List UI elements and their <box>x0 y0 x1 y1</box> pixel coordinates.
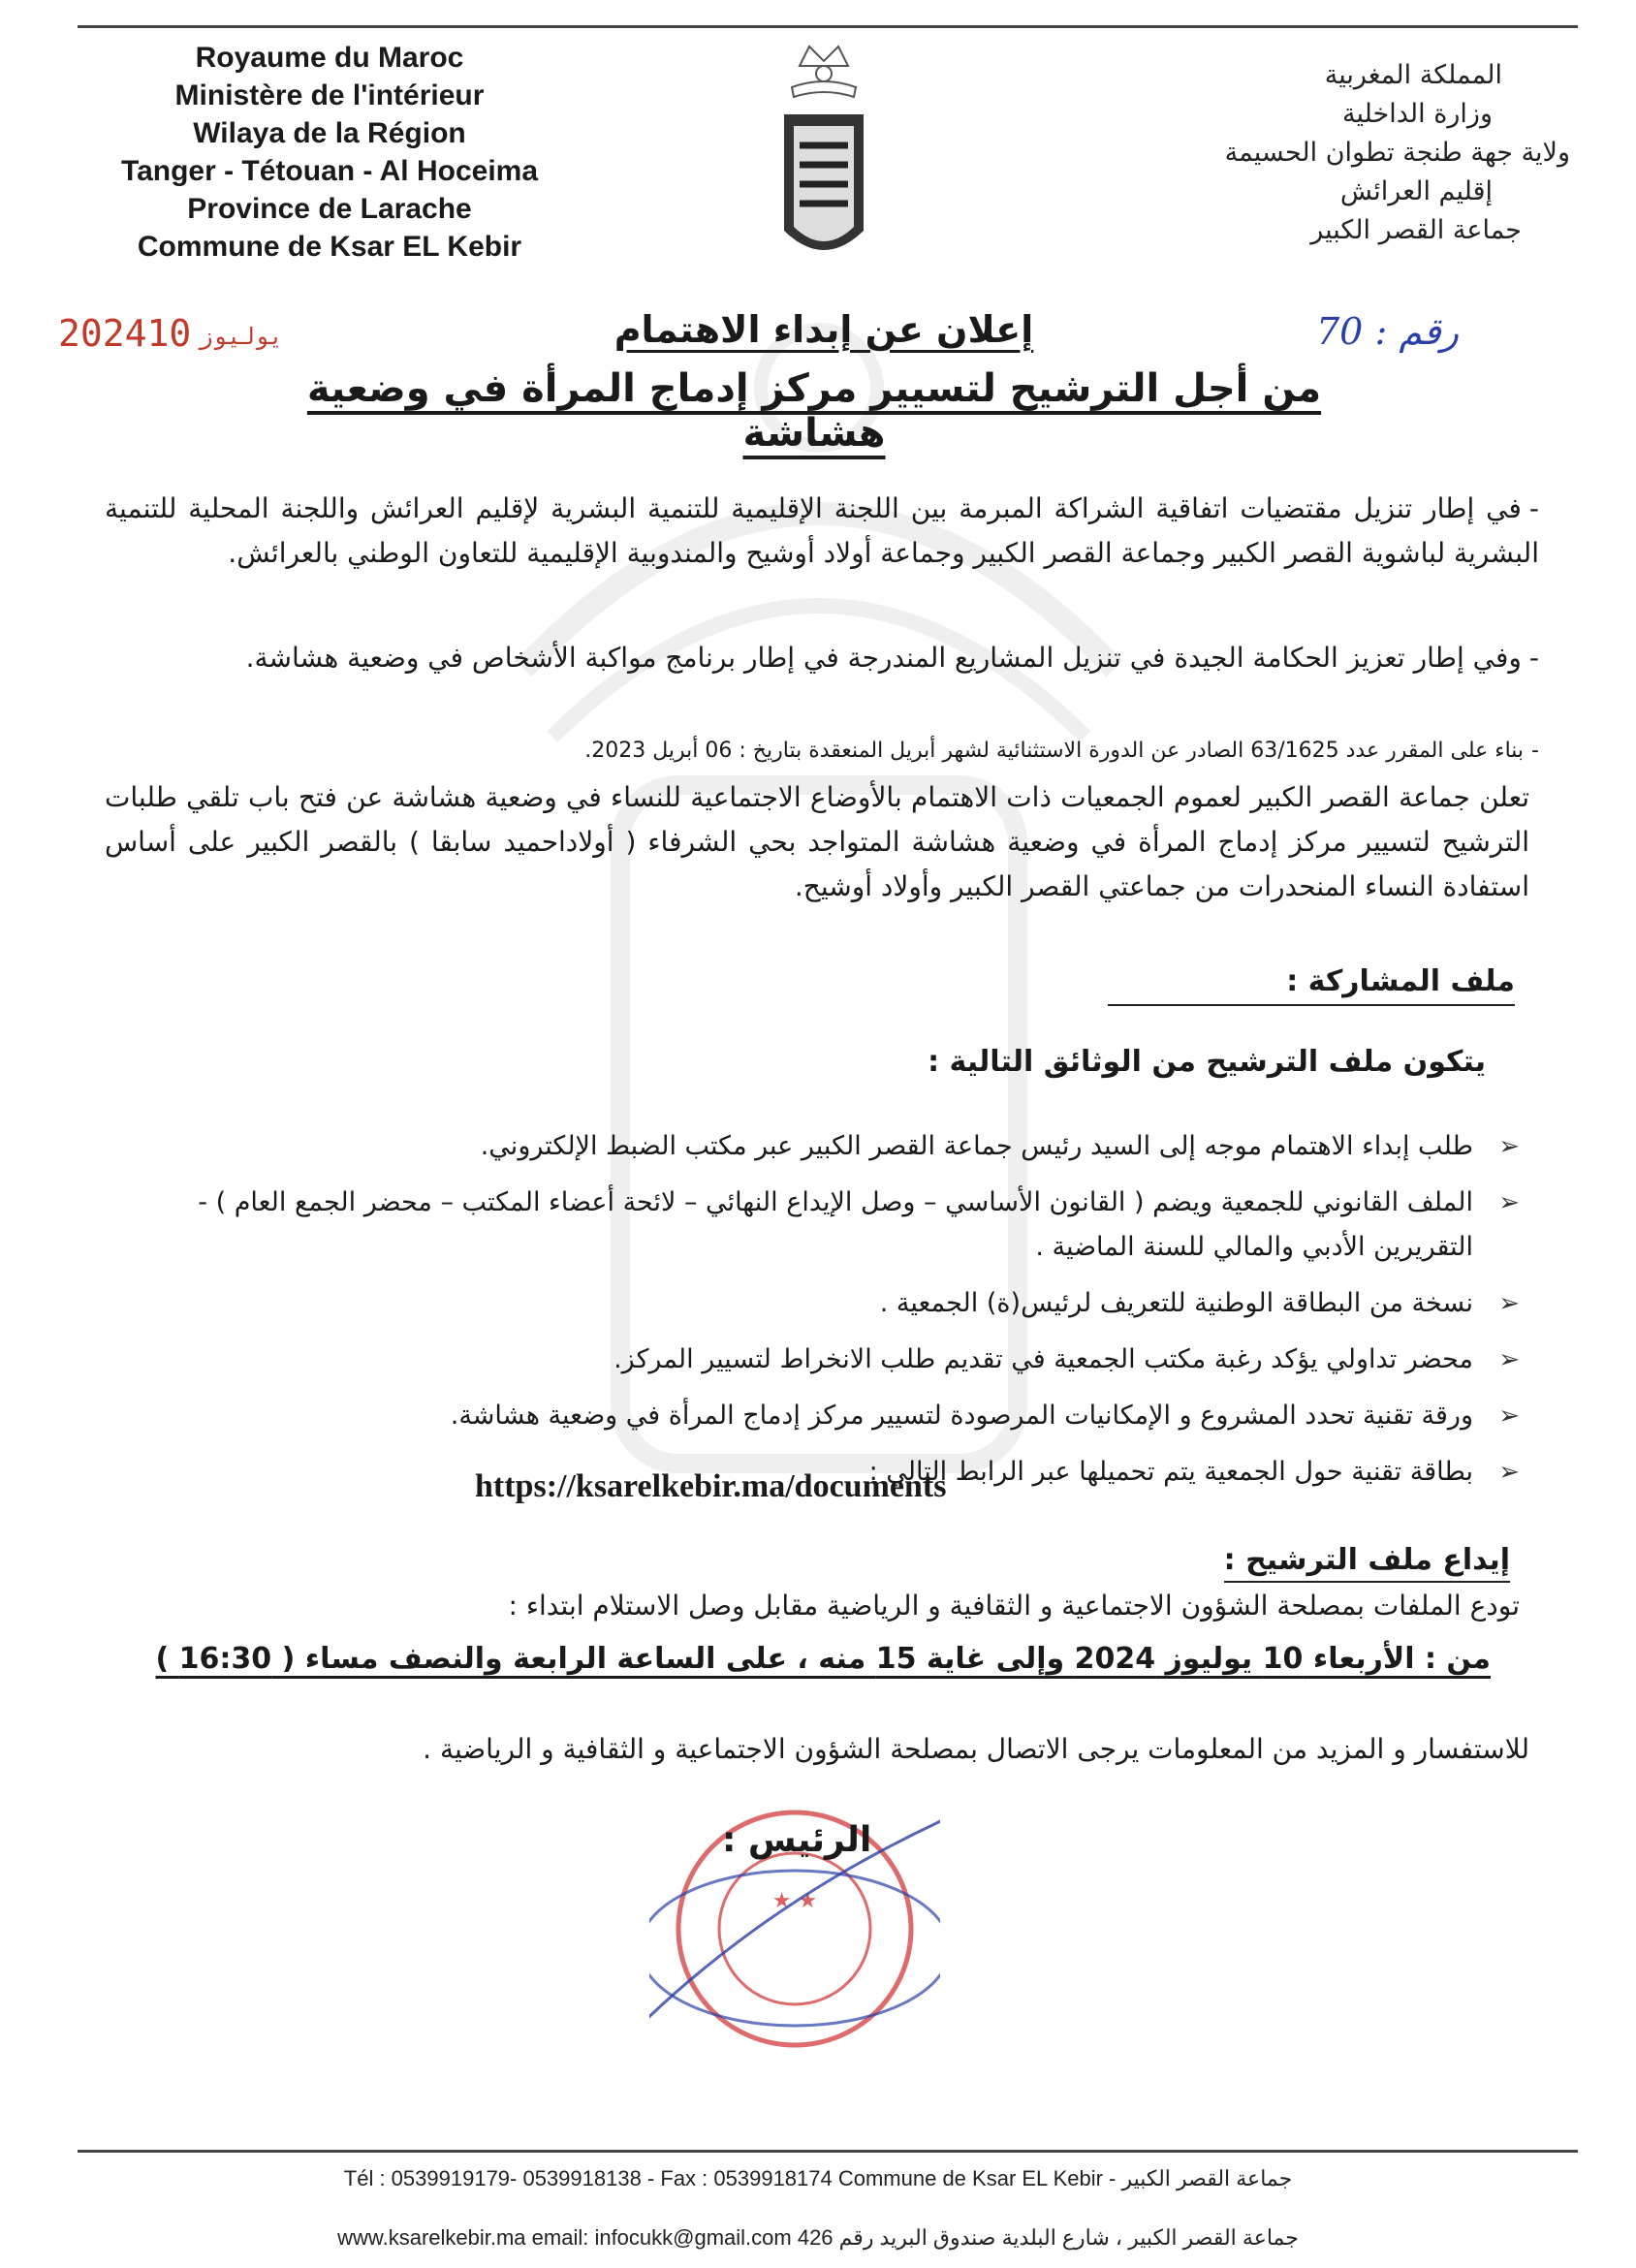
header-fr-line: Commune de Ksar EL Kebir <box>137 231 522 263</box>
date-stamp-year: 2024 <box>58 312 147 355</box>
list-item-text: نسخة من البطاقة الوطنية للتعريف لرئيس(ة) الجمعية . <box>879 1288 1473 1318</box>
list-item-text: ورقة تقنية تحدد المشروع و الإمكانيات المرصودة لتسيير مركز إدماج المرأة في وضعية هشاشة. <box>450 1401 1473 1431</box>
top-rule <box>78 25 1578 28</box>
header-fr-line: Wilaya de la Région <box>193 117 466 149</box>
arrow-bullet-icon: ➢ <box>1498 1345 1520 1374</box>
intro-paragraph-3-text: بناء على المقرر عدد 63/1625 الصادر عن الدورة الاستثنائية لشهر أبريل المنعقدة بتاريخ : 06 أبريل 2023. <box>584 739 1525 763</box>
header-ar-line: المملكة المغربية <box>1324 60 1502 90</box>
date-stamp-month: يوليوز <box>199 322 283 350</box>
svg-text:★ ★: ★ ★ <box>771 1889 818 1913</box>
documents-intro: يتكون ملف الترشيح من الوثائق التالية : <box>928 1045 1486 1079</box>
announcement-paragraph: تعلن جماعة القصر الكبير لعموم الجمعيات ذات الاهتمام بالأوضاع الاجتماعية للنساء في وضعية هشاشة عن فتح باب تلقي طلبات الترشيح لتسيير مركز إدماج المرأة في وضعية هشاشة المتواجد بحي الشرفاء ( أولاداحميد سابقا ) بالقصر الكبير على أساس استفادة النساء المنحدرات من جماعتي القصر الكبير وأولاد أوشيح. <box>105 781 1529 902</box>
list-item <box>143 1394 1520 1438</box>
arrow-bullet-icon: ➢ <box>1498 1402 1520 1431</box>
list-item <box>143 1181 1520 1270</box>
president-title: الرئيس : <box>722 1820 872 1860</box>
page-title: إعلان عن إبداء الاهتمام <box>614 308 1034 351</box>
list-item <box>143 1281 1520 1326</box>
footer-address: www.ksarelkebir.ma email: infocukk@gmail.com 426 جماعة القصر الكبير ، شارع البلدية صندوق البريد رقم <box>337 2225 1299 2250</box>
list-item-text: الملف القانوني للجمعية ويضم ( القانون الأساسي – وصل الإيداع النهائي – لائحة أعضاء المكتب – محضر الجمع العام ) - التقريرين الأدبي والمالي للسنة الماضية . <box>198 1187 1473 1262</box>
arrow-bullet-icon: ➢ <box>1498 1289 1520 1318</box>
intro-paragraph-2-text: وفي إطار تعزيز الحكامة الجيدة في تنزيل المشاريع المندرجة في إطار برنامج مواكبة الأشخاص في وضعية هشاشة. <box>245 642 1522 674</box>
reference-number: رقم : 70 <box>1316 310 1460 353</box>
page-subtitle: من أجل الترشيح لتسيير مركز إدماج المرأة في وضعية هشاشة <box>306 366 1322 456</box>
list-item <box>143 1124 1520 1169</box>
header-ar <box>1066 56 1570 250</box>
documents-link[interactable]: https://ksarelkebir.ma/documents <box>475 1468 947 1504</box>
header-ar-line: وزارة الداخلية <box>1342 99 1493 129</box>
list-item-text: محضر تداولي يؤكد رغبة مكتب الجمعية في تقديم طلب الانخراط لتسيير المركز. <box>614 1344 1473 1374</box>
participation-heading: ملف المشاركة : <box>1108 964 1515 1006</box>
list-item-text: بطاقة تقنية حول الجمعية يتم تحميلها عبر الرابط التالي : <box>868 1457 1473 1487</box>
moroccan-crest-icon <box>771 37 877 269</box>
deposit-text: تودع الملفات بمصلحة الشؤون الاجتماعية و الثقافية و الرياضية مقابل وصل الاستلام ابتداء : <box>508 1590 1520 1622</box>
footer-contact: Tél : 0539919179- 0539918138 - Fax : 0539918174 Commune de Ksar EL Kebir - جماعة القصر الكبير <box>343 2166 1293 2190</box>
header-fr-line: Tanger - Tétouan - Al Hoceima <box>120 155 539 187</box>
header-fr <box>39 39 620 266</box>
header-ar-line: إقليم العرائش <box>1339 176 1493 206</box>
arrow-bullet-icon: ➢ <box>1498 1188 1520 1217</box>
list-item <box>143 1338 1520 1382</box>
documents-list <box>143 1124 1520 1506</box>
arrow-bullet-icon: ➢ <box>1498 1132 1520 1161</box>
deposit-heading: إيداع ملف الترشيح : <box>1224 1543 1510 1583</box>
header-fr-line: Ministère de l'intérieur <box>174 79 485 111</box>
arrow-bullet-icon: ➢ <box>1498 1458 1520 1487</box>
date-stamp <box>58 312 291 355</box>
intro-paragraph-2: -وفي إطار تعزيز الحكامة الجيدة في تنزيل المشاريع المندرجة في إطار برنامج مواكبة الأشخاص في وضعية هشاشة. <box>245 642 1539 674</box>
header-fr-line: Province de Larache <box>187 193 472 225</box>
date-stamp-day: 10 <box>146 312 192 355</box>
intro-paragraph-1-text: في إطار تنزيل مقتضيات اتفاقية الشراكة المبرمة بين اللجنة الإقليمية للتنمية البشرية لإقليم العرائش واللجنة المحلية للتنمية البشرية لباشوية القصر الكبير وجماعة القصر الكبير وجماعة أولاد أوشيح والمندوبية الإقليمية للتعاون الوطني بالعرائش. <box>105 492 1539 569</box>
list-item-text: طلب إبداء الاهتمام موجه إلى السيد رئيس جماعة القصر الكبير عبر مكتب الضبط الإلكتروني. <box>480 1131 1473 1161</box>
inquiry-text: للاستفسار و المزيد من المعلومات يرجى الاتصال بمصلحة الشؤون الاجتماعية و الثقافية و الرياضية . <box>423 1733 1529 1765</box>
intro-paragraph-3: -بناء على المقرر عدد 63/1625 الصادر عن الدورة الاستثنائية لشهر أبريل المنعقدة بتاريخ : 06 أبريل 2023. <box>584 739 1539 763</box>
header-ar-line: ولاية جهة طنجة تطوان الحسيمة <box>1224 138 1570 168</box>
header-ar-line: جماعة القصر الكبير <box>1310 215 1522 245</box>
intro-paragraph-1: -في إطار تنزيل مقتضيات اتفاقية الشراكة المبرمة بين اللجنة الإقليمية للتنمية البشرية لإقليم العرائش واللجنة المحلية للتنمية البشرية لباشوية القصر الكبير وجماعة القصر الكبير وجماعة أولاد أوشيح والمندوبية الإقليمية للتعاون الوطني بالعرائش. <box>105 492 1539 569</box>
header-fr-line: Royaume du Maroc <box>195 42 464 74</box>
deposit-date-line: من : الأربعاء 10 يوليوز 2024 وإلى غاية 15 منه ، على الساعة الرابعة والنصف مساء ( 16:30 ) <box>155 1642 1491 1676</box>
footer-rule <box>78 2150 1578 2153</box>
